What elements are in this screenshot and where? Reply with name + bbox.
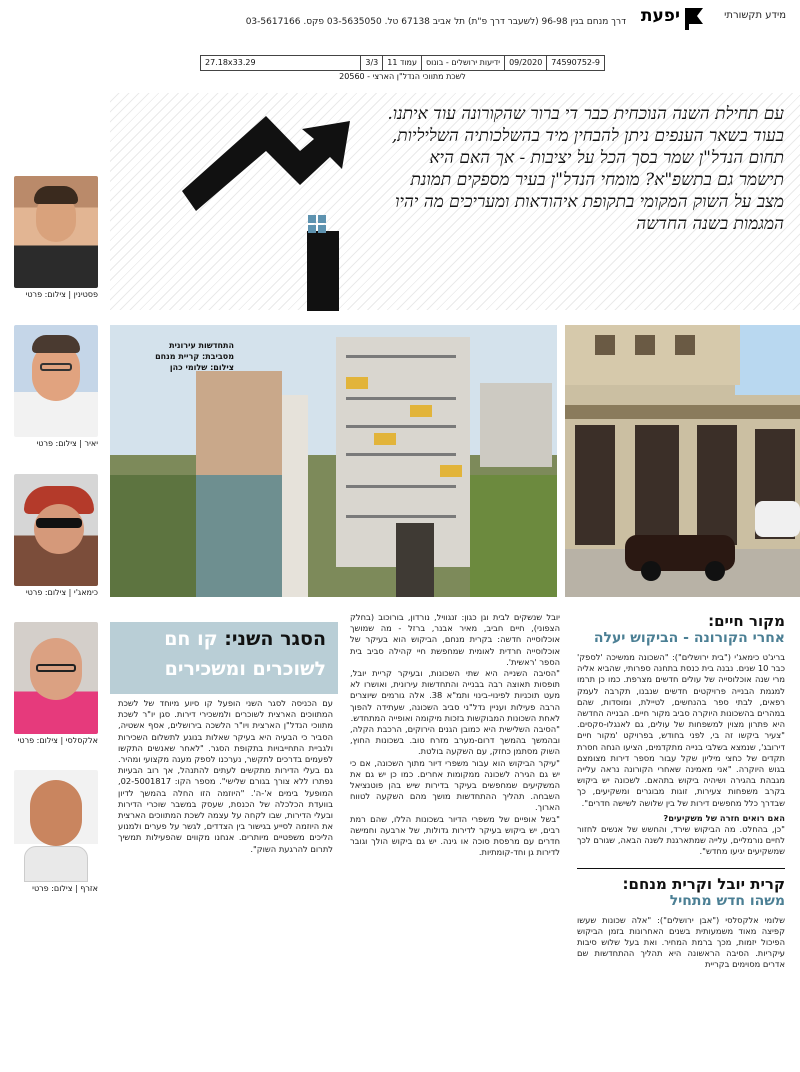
column-left — [118, 698, 333, 855]
byline-credit: צילום: פרטי — [25, 290, 66, 299]
yifat-logo: יפעת — [640, 6, 680, 26]
sidebar-title — [164, 628, 326, 650]
meta-part: 3/3 — [360, 56, 382, 70]
sidebar-title-line2: לשוכרים ומשכירים — [164, 658, 326, 680]
section1-answer: "כן, בהחלט. מה הביקוש שירד, והחשש של אנשים לחזור לחיים נורמליים, עלייה שמתארגנת לשנה הבאה, שגורם לכך שמשקיעים יגיעו מחדש". — [577, 824, 785, 857]
middle-paragraph: "בשל אופיים של משפרי הדיור בשכונות הללו, שהם רמת רבים, יש ביקוש בעיקר לדירות גדולות, של ארבעה וחמישה חדרים עם מרפסת סוכה או גינה. יש גם ביקוש הולך וגובר לדירות גן וחד-קומתיות. — [350, 813, 560, 858]
byline-name: אזרף — [80, 884, 98, 893]
byline-caption: יאיר | צילום: פרטי — [36, 439, 98, 448]
byline-4 — [14, 622, 98, 745]
hotline-sidebar-header — [110, 622, 338, 694]
sidebar-title-highlight: קו חם — [164, 628, 218, 650]
meta-publication: ידיעות ירושלים - בונוס — [421, 56, 504, 70]
headshot-photo — [14, 176, 98, 288]
byline-credit: צילום: פרטי — [17, 736, 58, 745]
section1-title: מקור חיים: — [708, 612, 785, 630]
byline-3 — [14, 474, 98, 597]
byline-caption: אזרף | צילום: פרטי — [32, 884, 98, 893]
byline-credit: צילום: פרטי — [32, 884, 73, 893]
middle-paragraph: יובל שנשקים לבית וגן כגון: זנגוויל, נורדון, בורוכוב (בחלק הצפוני), חיים חביב, מאיר אבנר, ברזל - מה שמושך אוכלוסייה חדשה: בקרית מנחם, הביקוש הוא בעיקר של אוכלוסייה חרדית לאומית שמחפשת חיי קהילה סביב בית הספר 'ראשית'. — [350, 612, 560, 667]
byline-credit: צילום: פרטי — [25, 588, 67, 597]
street-illustration — [565, 325, 800, 597]
photo-caption-line1: התחדשות עירונית — [169, 341, 234, 350]
headshot-photo — [14, 474, 98, 586]
middle-paragraph: "הסיבה השנייה היא שתי השכונות, ובעיקר קריית יובל, תופסות תאוצה רבה בבנייה והתחדשות עירונית, ואושרו לא מעט תוכניות לפינוי-בינוי ותמ"א 38. אלה גורמים שיוצרים הרבה פעילות ועניין נדל"ני סביב השכונה, שעתידה להפוך לאחת השכונות המבוקשות בזכות מיקומה ואופייה המתחדש. — [350, 668, 560, 723]
meta-subline: לשכת מתווכי הנדל"ן הארצי - 20560 — [339, 72, 466, 81]
byline-name: יאיר — [84, 439, 98, 448]
headshot-photo — [14, 770, 98, 882]
byline-credit: צילום: פרטי — [36, 439, 77, 448]
byline-1 — [14, 176, 98, 299]
clipping-header — [0, 6, 800, 36]
section2-body: שלומי אלקסלסי ("אבן ירושלים"): "אלה שכונות שעשו קפיצה מאוד משמעותית בשנים האחרונות בזמן הביקוש הפיכול יזמות, מכך ברמת המחיר. ואת בעל שלוש סיבות עיקריות. הסיבה הראשונה היא תהליך ההתחדשות שם אדרים מסוימים בקריית — [577, 914, 785, 970]
meta-size: 27.18x33.29 — [205, 58, 256, 67]
byline-name: כימאג'י — [73, 588, 98, 597]
byline-caption: אלקסלסי | צילום: פרטי — [17, 736, 98, 745]
column-middle — [350, 612, 560, 858]
meta-code: 74590752-9 — [546, 56, 604, 70]
section1-body: בריג'ט כימאג'י ("בית ירושלים"): "השכונה ממשיכה 'לספק' כבר 10 שנים. נבנה בית כנסת בתחנה ספרותי, שהביא אליה מרי שנה אוכלוסייה של עולים חדשים מצרפת. כמו כן תרמו למגמת הבנייה פרויקטים חדשים שנבנו, תקרבה לעמק רפאים, לבתי ספר בהנחשים, לטיילת, ומוסדות, שהם במהרים בהשכונות היוקרה סביב מקור חיים. הבנייה החדשה היא פתרון מצוין למשפחות של עולים, גם לאנגלו-סקסים. "צעיר ביקשו זה בי, לפני בחודש, בפרויקט 'מקור חיים דירובג', שנמצא בשלבי בנייה מתקדמים, הציעו הנחה חסרת תקדים של כחצי מיליון שקל עבור מספר דירות מצומצם בגוש היוקרה. "אני מאמינה שאחרי הקורונה נראה עלייה מגבהת בהגירה ושיהיה ביקוש בתהאם. לשכונה יש ביקוש בקרב משפחות צעירות, זוגות מבוגרים ומשקיעים, כך שבדרך כלל מחפשים דירות של בין שלושה לשישה חדרים". — [577, 652, 785, 808]
yifat-contact-line: דרך מנחם בגין 96-98 (לשעבר דרך פ"ת) תל אביב 67138 טל. 03-5635050 פקס. 03-5617166 — [245, 17, 626, 27]
hotline-body: עם הכניסה לסגר השני הופעל קו סיוע מיוחד של לשכת המתווכים הארצית לשוכרים ולמשכירי דירות. סגן יו"ר לשכת מתווכי הנדל"ן הארצית ויו"ר הלשכה בירושלים, אסף אשטיה, הסביר כי הבעיה היא בעיקר שאלות בנוגע לתשלום השכירות ולגביית התחייבויות בתקופת הסגר. "לאחר שאנשים התקשו לפעמים בדרכים לתקשר, נערכנו לספק מענה מקצועי ומהיר. גם בעלי הדירות מתקשים לעתים להתנהל, אך רוב הבעיות נפתרו ללא צורך בגורם שלישי". מספר הקו: 02-5001817, המופעל בימים א'-ה'. "היוזמה הזו החלה בהמשך לדיון בוועדת הכלכלה של הכנסת, שעסק במשבר שוכרי הדירות ובעלי הדירות, שבו לקחה על עצמה לשכת המתווכים הארצית את היוזמה לסייע בגישור בין הצדדים, לגשר על פערים ולמנוע הליכים משפטיים מיותרים. אנחנו מקווים שהפעילות תמשיך לתרום להרגעת השוק". — [118, 698, 333, 854]
sidebar-title-text: הסגר השני: — [217, 628, 326, 650]
yifat-service-label: מידע תקשורתי — [724, 10, 786, 21]
photo-street — [565, 325, 800, 597]
section2-title: קרית יובל וקרית מנחם: — [622, 874, 785, 893]
intro-hero — [110, 93, 800, 310]
byline-name: אלקסלסי — [65, 736, 98, 745]
section-divider — [577, 868, 785, 869]
byline-caption: פסטינין | צילום: פרטי — [25, 290, 98, 299]
middle-paragraph: "הסיבה השלישית היא כמובן הגנים הירוקים, הרכבת הקלה, ובהמשך בהמשך דרום-מערב מזרח טוב. בשכונות החוץ, השוק מסתמן כחזק, עם השקעה בולטת. — [350, 724, 560, 757]
photo-caption-line3: צילום: שלומי כהן — [169, 363, 234, 372]
clipping-meta-box — [200, 55, 605, 71]
intro-text: עם תחילת השנה הנוכחית כבר די ברור שהקורונה עוד איתנו. בעוד בשאר הענפים ניתן להבחין מיד בהשלכותיה השליליות, תחום הנדל"ן שמר בסך הכל על יציבות - אך האם היא תישמר גם בתשפ"א? מומחי הנדל"ן בעיר מספקים תמונת מצב על השוק המקומי בתקופת איהודאות ומעריכים מה יהיו המגמות בשנה החדשה — [387, 104, 784, 234]
section1-question: האם רואים חזרה של משקיעים? — [663, 812, 785, 823]
photo-caption-line2: מסביבת: קריית מנחם — [155, 352, 234, 361]
byline-caption: כימאג'י | צילום: פרטי — [25, 588, 98, 597]
house-arrow-graphic — [182, 111, 352, 311]
byline-5 — [14, 770, 98, 893]
headshot-photo — [14, 622, 98, 734]
meta-page: עמוד 11 — [382, 56, 421, 70]
middle-paragraph: "עיקר הביקוש הוא עבור משפרי דיור מתוך השכונה, אם כי יש גם הגירה לשכונה ממקומות אחרים. כמו כן יש גם את המשקיעים שמחפשים בעיקר בדירות שיש בהן פוטנציאל השבחה. תהליך ההתחדשות מושך מהם השקעה לטווח הארוך. — [350, 757, 560, 813]
photo-caption — [124, 340, 234, 373]
byline-name: פסטינין — [73, 290, 98, 299]
column-right — [577, 612, 785, 971]
section1-subtitle: אחרי הקורונה - הביקוש יעלה — [593, 630, 785, 646]
section2-subtitle: משהו חדש מתחיל — [669, 892, 785, 909]
byline-2 — [14, 325, 98, 448]
yifat-flag-icon — [683, 6, 705, 30]
meta-date: 09/2020 — [504, 56, 546, 70]
headshot-photo — [14, 325, 98, 437]
